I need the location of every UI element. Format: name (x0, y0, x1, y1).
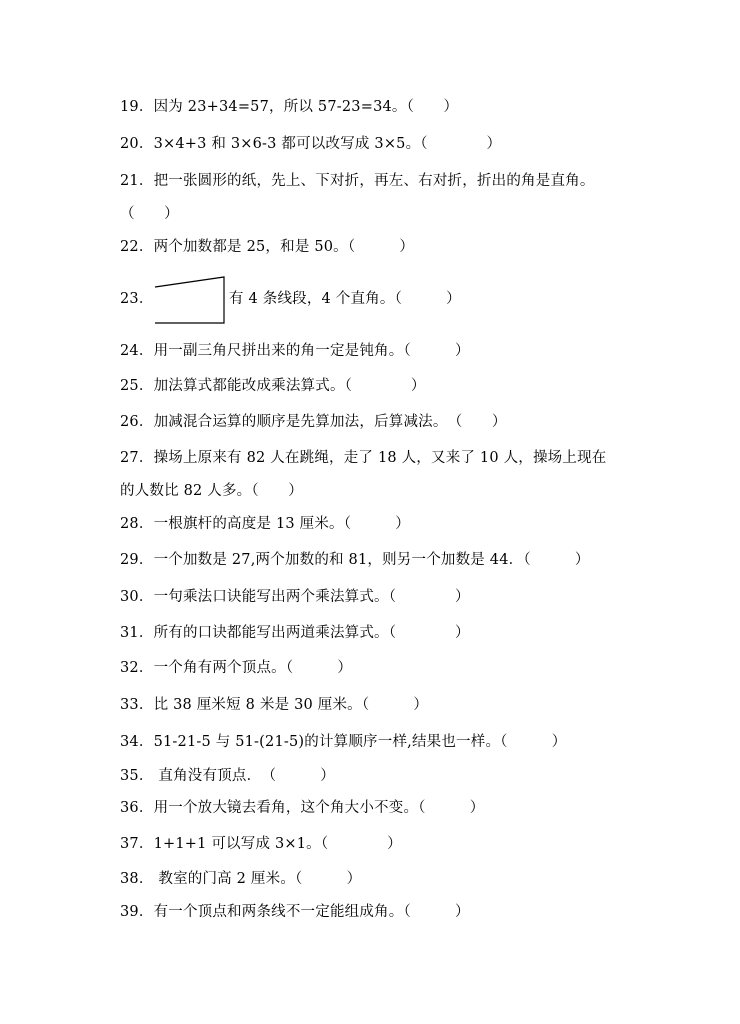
question-26 (120, 412, 507, 432)
question-number: 34． (120, 734, 154, 750)
question-text: 操场上原来有 82 人在跳绳，走了 18 人，又来了 10 人，操场上现在 (153, 450, 607, 466)
question-number: 31． (120, 625, 154, 641)
question-text: 用一个放大镜去看角，这个角大小不变。（ ） (153, 800, 485, 816)
question-31 (120, 623, 470, 643)
question-text: 51-21-5 与 51-(21-5)的计算顺序一样,结果也一样。（ ） (153, 734, 567, 750)
question-39 (120, 902, 470, 922)
figure-outline (155, 277, 224, 323)
question-number: 38． (120, 871, 154, 887)
question-text: 有一个顶点和两条线不一定能组成角。（ ） (153, 904, 470, 920)
question-38 (120, 869, 361, 889)
question-33 (120, 695, 428, 715)
quadrilateral-figure (150, 275, 230, 327)
question-text: 教室的门高 2 厘米。（ ） (153, 871, 362, 887)
question-text: 两个加数都是 25，和是 50。（ ） (153, 239, 415, 255)
question-number: 21． (120, 173, 154, 189)
question-20 (120, 134, 501, 154)
question-text: 一个加数是 27,两个加数的和 81，则另一个加数是 44．（ ） (153, 552, 590, 568)
question-text: 一根旗杆的高度是 13 厘米。（ ） (153, 516, 410, 532)
question-number: 27． (120, 450, 154, 466)
question-text: 直角没有顶点． （ ） (153, 768, 335, 784)
question-number: 39． (120, 904, 154, 920)
question-text: 一个角有两个顶点。（ ） (153, 660, 353, 676)
question-19 (120, 97, 458, 117)
question-29 (120, 550, 590, 570)
question-text: 加减混合运算的顺序是先算加法，后算减法。 （ ） (153, 414, 507, 430)
question-number: 23． (120, 291, 154, 307)
question-text: 比 38 厘米短 8 米是 30 厘米。（ ） (153, 697, 429, 713)
question-text: 因为 23+34=57，所以 57-23=34。（ ） (153, 99, 459, 115)
question-21-continuation: （ ） (120, 206, 179, 222)
question-22 (120, 237, 414, 257)
question-number: 24． (120, 343, 154, 359)
question-number: 26． (120, 414, 154, 430)
question-number: 30． (120, 589, 154, 605)
question-21 (120, 171, 595, 191)
question-text: 加法算式都能改成乘法算式。（ ） (153, 378, 426, 394)
question-number: 35． (120, 768, 154, 784)
question-30 (120, 587, 470, 607)
question-text: 一句乘法口诀能写出两个乘法算式。（ ） (153, 589, 470, 605)
question-27 (120, 448, 606, 468)
question-35 (120, 766, 335, 786)
question-number: 29． (120, 552, 154, 568)
question-number: 19． (120, 99, 154, 115)
question-text: 3×4+3 和 3×6-3 都可以改写成 3×5。（ ） (153, 136, 502, 152)
question-number: 33． (120, 697, 154, 713)
question-32 (120, 658, 352, 678)
question-number: 20． (120, 136, 154, 152)
question-25 (120, 376, 426, 396)
question-text: 所有的口诀都能写出两道乘法算式。（ ） (153, 625, 470, 641)
question-37 (120, 834, 402, 854)
question-27-continuation: 的人数比 82 人多。（ ） (120, 483, 303, 499)
question-text: 1+1+1 可以写成 3×1。（ ） (153, 836, 402, 852)
question-number: 37． (120, 836, 154, 852)
question-36 (120, 798, 484, 818)
question-number: 36． (120, 800, 154, 816)
question-text: 把一张圆形的纸，先上、下对折，再左、右对折，折出的角是直角。 (153, 173, 595, 189)
question-23 (120, 289, 154, 309)
question-number: 32． (120, 660, 154, 676)
question-number: 22． (120, 239, 154, 255)
question-number: 25． (120, 378, 154, 394)
question-number: 28． (120, 516, 154, 532)
question-28 (120, 514, 410, 534)
question-34 (120, 732, 566, 752)
question-23-text: 有 4 条线段，4 个直角。（ ） (229, 291, 461, 307)
question-text: 用一副三角尺拼出来的角一定是钝角。（ ） (153, 343, 470, 359)
question-24 (120, 341, 470, 361)
